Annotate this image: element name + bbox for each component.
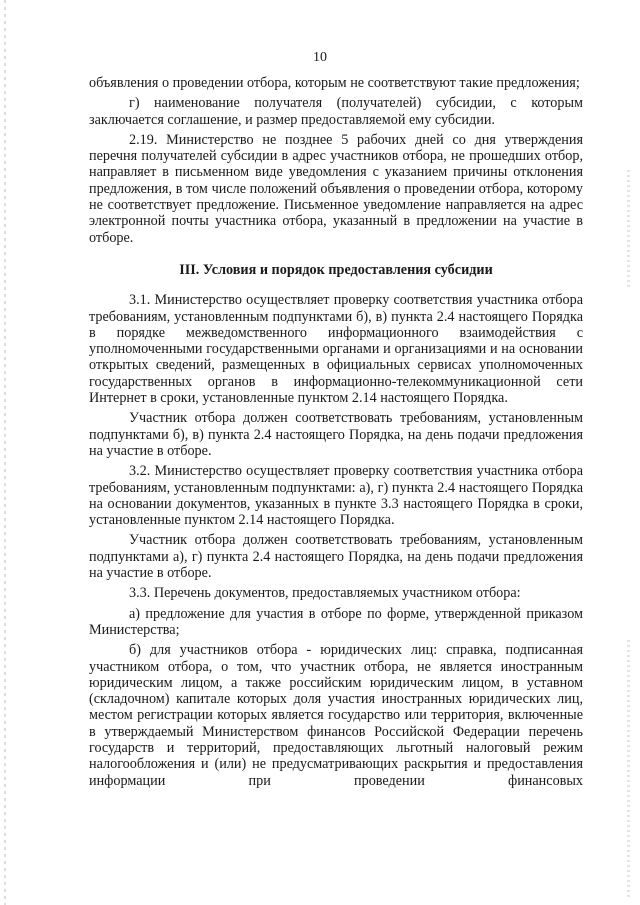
paragraph: 2.19. Министерство не позднее 5 рабочих дней со дня утверждения перечня получателей субсидии в адрес участников отбора, не прошедших отбор, направляет в письменном виде уведомления с указанием причины отклонения предложения, в том числе положений объявления о проведении отбора, которому не соответствует предложение. Письменное уведомление направляется на адрес электронной почты участника отбора, указанный в предложении на участие в отборе. [89, 131, 583, 246]
section-heading: III. Условия и порядок предоставления субсидии [179, 261, 493, 278]
scan-edge-left [4, 0, 6, 905]
paragraph: б) для участников отбора - юридических лиц: справка, подписанная участником отбора, о том, что участник отбора, не является иностранным юридическим лицом, а также российским юридическим лицом, в уставном (складочном) капитале которых доля участия иностранных юридических лиц, местом регистрации которых является государство или территория, включенные в утверждаемый Министерством финансов Российской Федерации перечень государств и территорий, предоставляющих льготный налоговый режим налогообложения и (или) не предусматривающих раскрытия и предоставления информации при проведении финансовых [89, 642, 583, 789]
scan-edge-right-upper [627, 170, 630, 290]
paragraph: объявления о проведении отбора, которым не соответствуют такие предложения; [89, 75, 580, 91]
paragraph: Участник отбора должен соответствовать требованиям, установленным подпунктами б), в) пункта 2.4 настоящего Порядка, на день подачи предложения на участие в отборе. [89, 410, 583, 459]
document-body [89, 75, 583, 793]
paragraph: 3.3. Перечень документов, предоставляемых участником отбора: [129, 585, 521, 602]
paragraph: Участник отбора должен соответствовать требованиям, установленным подпунктами а), г) пункта 2.4 настоящего Порядка, на день подачи предложения на участие в отборе. [89, 532, 583, 582]
paragraph: 3.1. Министерство осуществляет проверку соответствия участника отбора требованиям, установленным подпунктами б), в) пункта 2.4 настоящего Порядка в порядке межведомственного информационного взаимодействия с уполномоченными государственными органами и организациями и на основании открытых сведений, размещенных в официальных сервисах уполномоченных государственных органов в информационно-телекоммуникационной сети Интернет в сроки, установленные пунктом 2.14 настоящего Порядка. [89, 292, 583, 407]
page-number: 10 [313, 50, 327, 65]
scan-edge-right-lower [627, 640, 630, 900]
paragraph: г) наименование получателя (получателей) субсидии, с которым заключается соглашение, и размер предоставляемой ему субсидии. [89, 95, 583, 128]
paragraph: 3.2. Министерство осуществляет проверку соответствия участника отбора требованиям, установленным подпунктами: а), г) пункта 2.4 настоящего Порядка на основании документов, указанных в пункте 3.3 настоящего Порядка в сроки, установленные пунктом 2.14 настоящего Порядка. [89, 463, 583, 529]
paragraph: а) предложение для участия в отборе по форме, утвержденной приказом Министерства; [89, 605, 583, 638]
